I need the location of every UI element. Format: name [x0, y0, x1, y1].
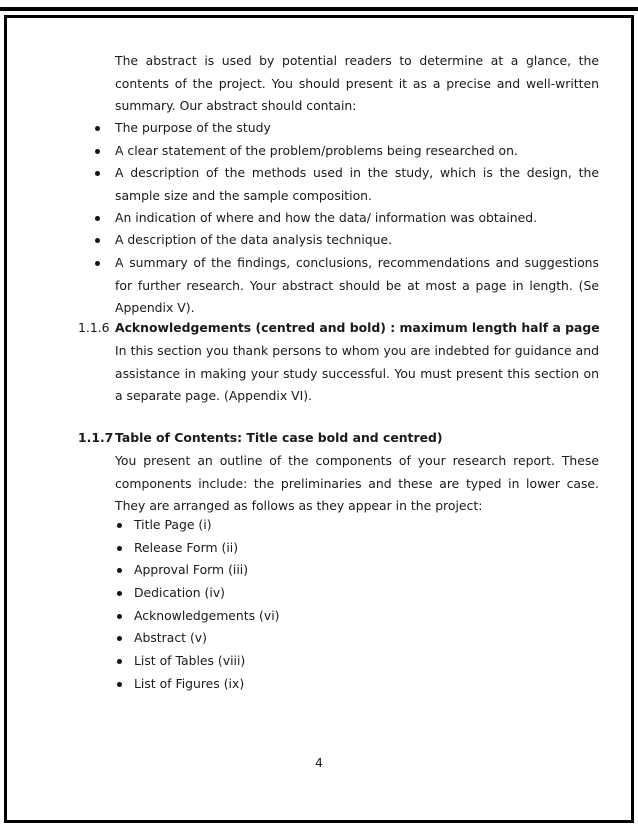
toc-item: Acknowledgements (vi) [134, 608, 280, 623]
bullet-icon [95, 149, 100, 154]
abstract-bullet-text: The purpose of the study [115, 120, 271, 135]
toc-item: Dedication (iv) [134, 585, 225, 600]
section-number: 1.1.6 [78, 320, 110, 335]
bullet-icon [117, 591, 122, 596]
bullet-icon [95, 126, 100, 131]
bullet-icon [95, 261, 100, 266]
bullet-icon [117, 614, 122, 619]
bullet-icon [95, 216, 100, 221]
section-body: In this section you thank persons to whom you are indebted for guidance and assistance in making your study successful. You must present this section on a separate page. (Appendix VI). [115, 343, 599, 403]
top-rule [0, 7, 638, 11]
bullet-icon [117, 568, 122, 573]
section-body: You present an outline of the components of your research report. These components include: the preliminaries and these are typed in lower case. They are arranged as follows as they appear in the project: [115, 453, 599, 513]
abstract-bullet-text: An indication of where and how the data/ information was obtained. [115, 210, 538, 225]
abstract-intro: The abstract is used by potential readers to determine at a glance, the contents of the project. You should present it as a precise and well-written summary. Our abstract should contain: [115, 53, 599, 113]
toc-item: List of Figures (ix) [134, 676, 245, 691]
toc-item: Title Page (i) [134, 517, 212, 532]
section-heading: Acknowledgements (centred and bold) : maximum length half a page [115, 320, 600, 335]
abstract-bullet-text: A description of the data analysis technique. [115, 232, 393, 247]
toc-item: Approval Form (iii) [134, 562, 249, 577]
page-number: 4 [315, 755, 323, 770]
section-number: 1.1.7 [78, 430, 114, 445]
bullet-icon [117, 523, 122, 528]
bullet-icon [117, 546, 122, 551]
section-heading: Table of Contents: Title case bold and centred) [115, 430, 443, 445]
abstract-bullet-text: A summary of the findings, conclusions, recommendations and suggestions for further research. Your abstract should be at most a page in length. (Se Appendix V). [115, 255, 599, 315]
bullet-icon [95, 238, 100, 243]
abstract-bullet-text: A clear statement of the problem/problems being researched on. [115, 143, 518, 158]
bullet-icon [117, 636, 122, 641]
toc-item: Release Form (ii) [134, 540, 239, 555]
toc-item: List of Tables (viii) [134, 653, 246, 668]
bullet-icon [117, 682, 122, 687]
abstract-bullet-text: A description of the methods used in the study, which is the design, the sample size and the sample composition. [115, 165, 599, 203]
toc-item: Abstract (v) [134, 630, 207, 645]
bullet-icon [117, 659, 122, 664]
bullet-icon [95, 171, 100, 176]
